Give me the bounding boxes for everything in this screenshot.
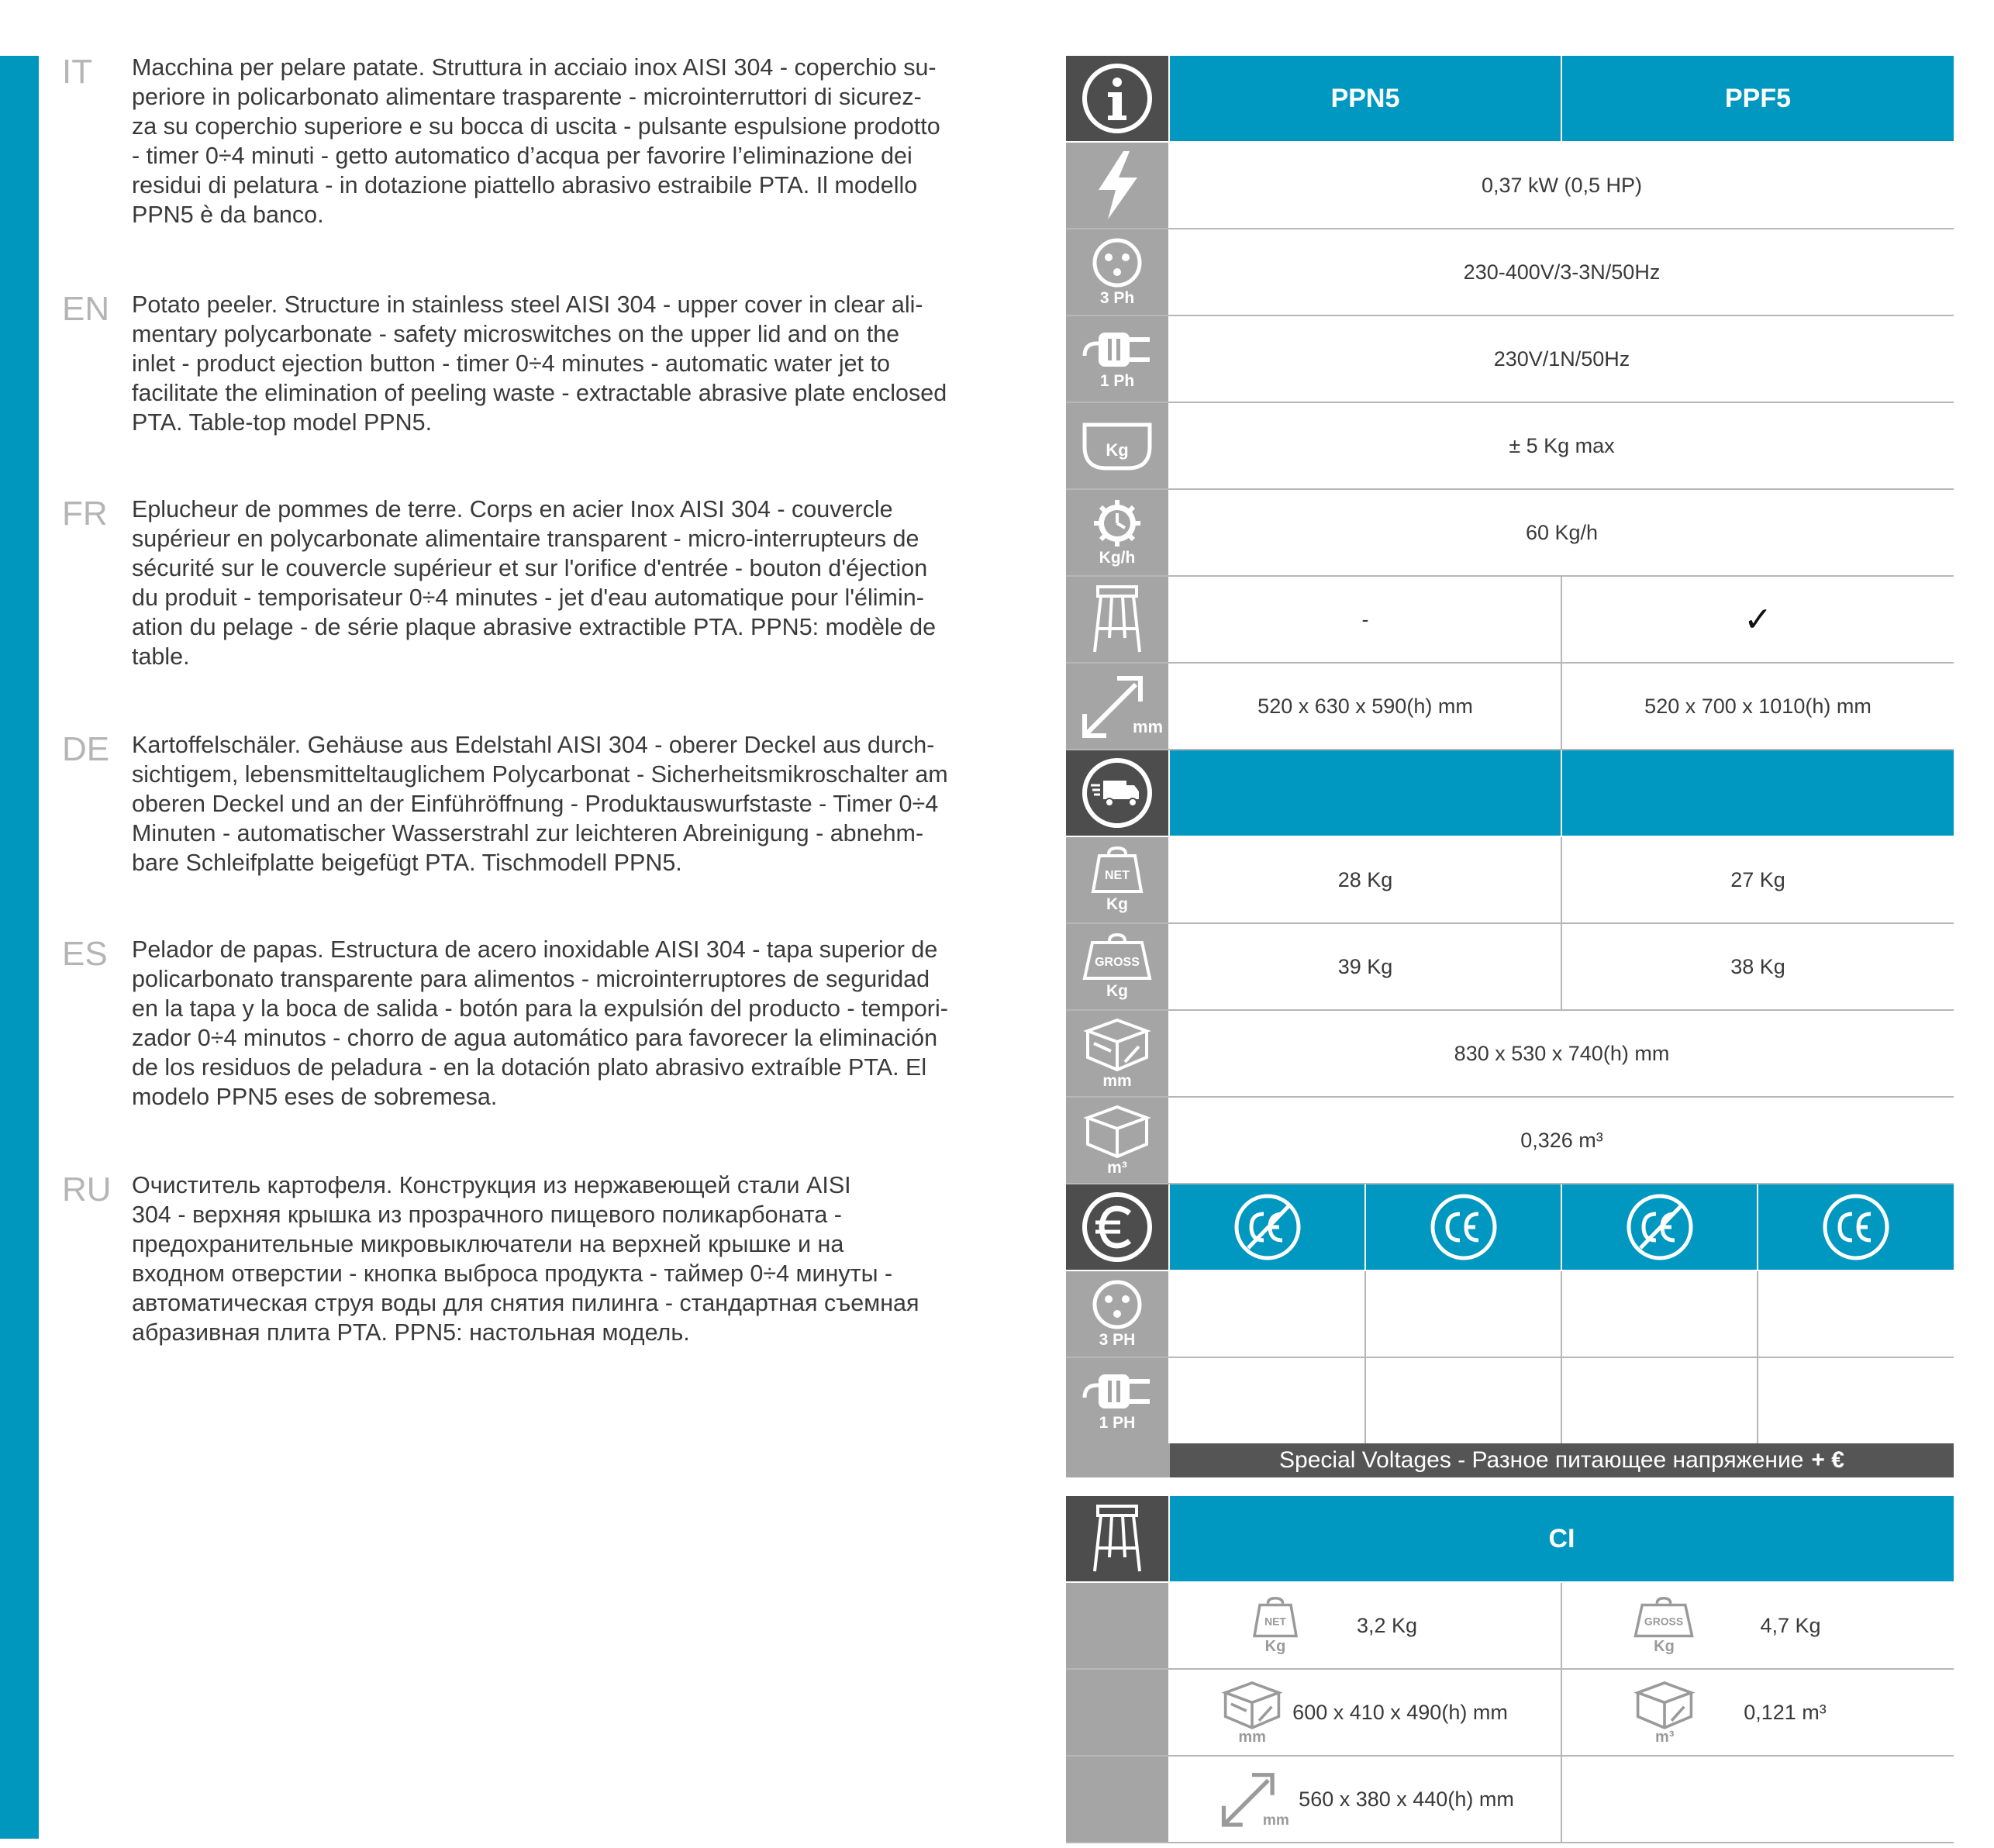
net-weight-cell — [1066, 837, 1168, 922]
price-cell — [1066, 1184, 1168, 1270]
lang-code: RU — [62, 1171, 112, 1208]
net-weight-row — [1066, 837, 1954, 924]
package-volume-value: 0,326 m³ — [1520, 1128, 1603, 1152]
price-3ph-cell — [1066, 1271, 1168, 1357]
lang-text: Potato peeler. Structure in stainless steel AISI 304 - upper cover in clear ali- mentary polycarbonate - safety microswitches on the upper lid and on the inlet - product ejection button - timer 0÷4 minutes - automatic water jet to facilitate the elimination of peeling waste - extractable abrasive plate enclosed PTA. Table-top model PPN5. — [132, 291, 947, 436]
shipping-cell — [1066, 750, 1168, 836]
accessory-dimensions-cell — [1170, 1757, 1562, 1842]
stand-cell — [1066, 577, 1168, 662]
gross-weight-ppf5: 38 Kg — [1730, 954, 1785, 978]
voltage-1ph-row — [1066, 316, 1954, 403]
special-voltages-text: Special Voltages - Разное питающее напряжение — [1279, 1447, 1804, 1473]
stand-icon — [1090, 584, 1144, 655]
net-weight-ppf5: 27 Kg — [1730, 867, 1785, 891]
lang-code: FR — [62, 495, 108, 533]
voltage-3ph-cell — [1066, 229, 1168, 315]
production-value: 60 Kg/h — [1525, 520, 1599, 544]
icon-label: Kg — [1654, 1638, 1675, 1655]
lang-text: Pelador de papas. Estructura de acero inoxidable AISI 304 - tapa superior de policarbonato transparente para alimentos - microinterruptores de seguridad en la tapa y la boca de salida - botón para la expulsión del producto - tempori- zador 0÷4 minutos - chorro de agua automático para favorecer la eliminación de los residuos de peladura - en la dotación plato abrasivo extraíble PTA. El modelo PPN5 eses de sobremesa. — [132, 936, 948, 1110]
price-cell-empty — [1366, 1271, 1562, 1357]
price-cell-empty — [1170, 1271, 1366, 1357]
no-ce-icon — [1233, 1192, 1302, 1262]
no-ce-icon — [1625, 1192, 1695, 1262]
icon-label: 1 Ph — [1099, 372, 1135, 390]
lang-block-ru — [62, 1171, 985, 1357]
package-dimensions-cell — [1066, 1011, 1168, 1096]
side-accent-bar — [0, 56, 39, 1839]
box-volume-icon — [1085, 1104, 1150, 1158]
icon-label: 3 PH — [1099, 1331, 1136, 1349]
lang-text: Macchina per pelare patate. Struttura in acciaio inox AISI 304 - coperchio su- periore in policarbonato alimentare trasparente - microinterruttori di sicurez- za su coperchio superiore e su bocca di uscita - pulsante espulsione prodotto - timer 0÷4 minuti - getto automatico d’acqua per favorire l’eliminazione dei residui di pelatura - in dotazione piattello abrasivo estraibile PTA. Il modello PPN5 è da banco. — [132, 54, 940, 228]
accessory-stand-cell — [1066, 1496, 1168, 1581]
diagonal-arrow-mini — [1216, 1768, 1288, 1830]
lang-block-fr — [62, 495, 985, 681]
package-dimensions-row — [1066, 1011, 1954, 1098]
delivery-truck-icon — [1080, 756, 1154, 830]
package-volume-cell — [1066, 1098, 1168, 1183]
icon-label: 3 Ph — [1099, 289, 1135, 307]
ce-mark-icon — [1429, 1192, 1499, 1262]
lang-block-es — [62, 935, 985, 1121]
box-dimensions-icon — [1223, 1680, 1282, 1729]
accessory-dimensions: 560 x 380 x 440(h) mm — [1299, 1787, 1514, 1811]
power-row — [1066, 143, 1954, 229]
gross-weight-mini — [1633, 1597, 1695, 1654]
price-cell-empty — [1562, 1271, 1758, 1357]
stand-icon — [1090, 1503, 1144, 1574]
voltage-1ph-cell — [1066, 316, 1168, 402]
accessory-weight-row — [1066, 1583, 1954, 1670]
box-volume-mini — [1635, 1680, 1694, 1745]
lang-code: EN — [62, 290, 110, 328]
lang-code: DE — [62, 730, 110, 768]
price-1ph-row — [1066, 1358, 1954, 1443]
model-header-ppn5: PPN5 — [1170, 56, 1562, 141]
accessory-gross-weight: 4,7 Kg — [1760, 1613, 1821, 1637]
net-icon-text: NET — [1264, 1615, 1286, 1628]
price-1ph-cell — [1066, 1358, 1168, 1443]
ce-mark-icon — [1821, 1192, 1891, 1262]
icon-label: Kg/h — [1099, 549, 1136, 567]
gear-clock-icon — [1089, 498, 1145, 548]
voltage-1ph-value: 230V/1N/50Hz — [1493, 346, 1630, 371]
shipping-ppf5 — [1562, 750, 1954, 836]
special-voltages-bar — [1066, 1443, 1954, 1477]
special-voltages-extra: + € — [1811, 1447, 1844, 1473]
accessory-title: CI — [1170, 1496, 1954, 1581]
header-row — [1066, 56, 1954, 141]
plug-icon — [1082, 1370, 1153, 1413]
price-cell-empty — [1758, 1271, 1954, 1357]
box-dimensions-mini — [1223, 1680, 1282, 1745]
package-dimensions-value: 830 x 530 x 740(h) mm — [1454, 1041, 1670, 1065]
accessory-blank-cell — [1066, 1757, 1168, 1842]
accessory-dimensions-row — [1066, 1757, 1954, 1843]
box-dimensions-icon — [1085, 1017, 1150, 1071]
accessory-header-row — [1066, 1496, 1954, 1581]
no-ce-cell-1 — [1170, 1184, 1366, 1270]
gross-icon-text: GROSS — [1644, 1615, 1684, 1628]
lang-text: Очиститель картофеля. Конструкция из нержавеющей стали AISI 304 - верхняя крышка из прозрачного пищевого поликарбоната - предохранительные микровыключатели на верхней крышке и на входном отверстии - кнопка выброса продукта - таймер 0÷4 минуты - автоматическая струя воды для снятия пилинга - стандартная съемная абразивная плита PTA. PPN5: настольная модель. — [132, 1172, 919, 1346]
icon-label: Kg — [1264, 1638, 1286, 1655]
icon-label: 1 PH — [1099, 1414, 1136, 1432]
capacity-cell — [1066, 403, 1168, 488]
stand-value-ppn5: - — [1170, 577, 1562, 662]
dimensions-value-ppn5: 520 x 630 x 590(h) mm — [1170, 664, 1562, 749]
no-ce-cell-2 — [1562, 1184, 1758, 1270]
dimensions-cell — [1066, 664, 1168, 749]
spec-table — [1066, 56, 1954, 1482]
diagonal-arrow-icon — [1216, 1768, 1288, 1830]
accessory-package-dimensions: 600 x 410 x 490(h) mm — [1292, 1700, 1508, 1724]
three-phase-socket-icon — [1092, 1279, 1143, 1330]
diagonal-arrow-icon — [1078, 671, 1164, 742]
three-phase-socket-icon — [1092, 237, 1143, 288]
mm-icon-text: mm — [1263, 1812, 1290, 1829]
production-cell — [1066, 490, 1168, 575]
accessory-blank-cell — [1066, 1670, 1168, 1755]
lang-text: Kartoffelschäler. Gehäuse aus Edelstahl AISI 304 - oberer Deckel aus durch- sichtigem, lebensmitteltauglichem Polycarbonat - Sicherheitsmikroschalter am oberen Deckel und an der Einführöffnung - Produktauswurfstaste - Timer 0÷4 Minuten - automatischer Wasserstrahl zur leichteren Abreinigung - abnehm- bare Schleifplatte beigefügt PTA. Tischmodell PPN5. — [132, 732, 948, 876]
accessory-net-weight: 3,2 Kg — [1356, 1613, 1418, 1637]
net-weight-icon — [1090, 846, 1144, 895]
gross-icon-text: GROSS — [1095, 956, 1140, 969]
package-volume-row — [1066, 1098, 1954, 1184]
dimensions-row — [1066, 664, 1954, 750]
price-3ph-row — [1066, 1271, 1954, 1358]
info-cell — [1066, 56, 1168, 141]
price-header-row — [1066, 1184, 1954, 1270]
net-weight-icon — [1251, 1597, 1299, 1639]
price-cell-empty — [1758, 1358, 1954, 1443]
accessory-net-cell — [1170, 1583, 1562, 1668]
accessory-package-volume-cell — [1562, 1670, 1954, 1755]
production-row — [1066, 490, 1954, 577]
power-cell — [1066, 143, 1168, 228]
gross-weight-icon — [1633, 1597, 1695, 1639]
box-volume-icon — [1635, 1680, 1694, 1729]
gross-weight-cell — [1066, 924, 1168, 1009]
lang-text: Eplucheur de pommes de terre. Corps en acier Inox AISI 304 - couvercle supérieur en polycarbonate alimentaire transparent - micro-interrupteurs de sécurité sur le couvercle supérieur et sur l'orifice d'entrée - bouton d'éjection du produit - temporisateur 0÷4 minutes - jet d'eau automatique pour l'élimin- ation du pelage - de série plaque abrasive extractible PTA. PPN5: modèle de table. — [132, 496, 937, 670]
accessory-gross-cell — [1562, 1583, 1954, 1668]
lang-code: IT — [62, 53, 93, 91]
capacity-value: ± 5 Kg max — [1509, 433, 1615, 457]
power-value: 0,37 kW (0,5 HP) — [1481, 173, 1643, 197]
lightning-icon — [1092, 150, 1142, 221]
accessory-empty-cell — [1562, 1757, 1954, 1842]
accessory-package-volume: 0,121 m³ — [1744, 1700, 1827, 1724]
shipping-header-row — [1066, 750, 1954, 836]
price-cell-empty — [1170, 1358, 1366, 1443]
plug-icon — [1082, 328, 1153, 371]
info-icon — [1080, 61, 1154, 136]
lang-block-en — [62, 290, 985, 445]
net-icon-text: NET — [1105, 869, 1130, 882]
gross-weight-ppn5: 39 Kg — [1170, 924, 1562, 1009]
icon-label: mm — [1238, 1729, 1266, 1746]
capacity-row — [1066, 403, 1954, 490]
icon-label: Kg — [1106, 982, 1128, 1000]
special-voltages-note — [1170, 1443, 1954, 1477]
kg-icon-text: Kg — [1106, 440, 1129, 460]
net-weight-ppn5: 28 Kg — [1170, 837, 1562, 922]
accessory-package-dimensions-cell — [1170, 1670, 1562, 1755]
ce-cell-2 — [1758, 1184, 1954, 1270]
mm-icon-text: mm — [1133, 717, 1164, 736]
lang-code: ES — [62, 935, 108, 973]
gross-weight-row — [1066, 924, 1954, 1011]
voltage-3ph-row — [1066, 229, 1954, 316]
stand-row — [1066, 577, 1954, 664]
icon-label: mm — [1102, 1072, 1132, 1090]
accessory-table — [1066, 1496, 1954, 1842]
accessory-blank-cell — [1066, 1583, 1168, 1668]
net-weight-mini — [1251, 1597, 1299, 1654]
icon-label: Kg — [1106, 895, 1128, 913]
ce-cell-1 — [1366, 1184, 1562, 1270]
gross-weight-icon — [1082, 933, 1153, 981]
shipping-ppn5 — [1170, 750, 1562, 836]
model-header-ppf5: PPF5 — [1562, 56, 1954, 141]
icon-label: m³ — [1107, 1159, 1127, 1177]
stand-value-ppf5: ✓ — [1744, 600, 1772, 639]
voltage-3ph-value: 230-400V/3-3N/50Hz — [1463, 260, 1661, 284]
accessory-package-row — [1066, 1670, 1954, 1757]
bowl-capacity-icon — [1080, 419, 1154, 473]
price-cell-empty — [1366, 1358, 1562, 1443]
euro-icon — [1080, 1190, 1154, 1264]
icon-label: m³ — [1654, 1729, 1675, 1746]
lang-block-de — [62, 730, 985, 885]
price-cell-empty — [1562, 1358, 1758, 1443]
dimensions-value-ppf5: 520 x 700 x 1010(h) mm — [1644, 694, 1872, 718]
lang-block-it — [62, 53, 985, 239]
